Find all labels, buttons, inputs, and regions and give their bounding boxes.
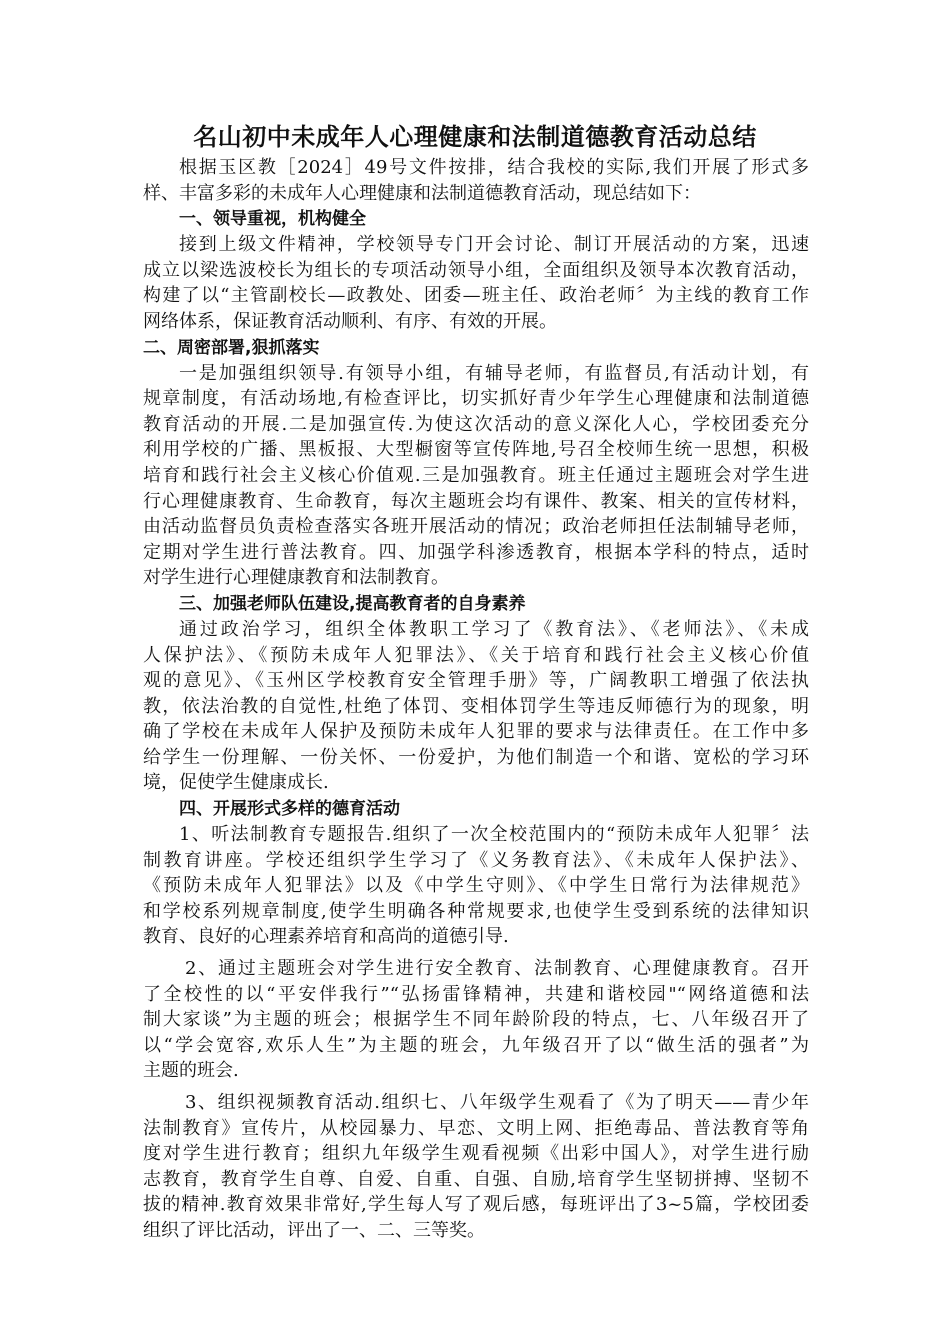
paragraph-line: 根据玉区教［2024］49号文件按排，结合我校的实际,我们开展了形式多: [179, 157, 809, 178]
paragraph-line: 定期对学生进行普法教育。四、加强学科渗透教育，根据本学科的特点，适时: [143, 541, 809, 563]
activity-item-2: [143, 956, 809, 1084]
section-heading-2: 二、周密部署,狠抓落实: [143, 337, 320, 358]
section-2-paragraph: [143, 361, 809, 591]
paragraph-line: 行心理健康教育、生命教育，每次主题班会均有课件、教案、相关的宣传材料，: [143, 490, 809, 512]
document-body: [143, 155, 809, 1244]
paragraph-line: 和学校系列规章制度,使学生明确各种常规要求,也使学生受到系统的法律知识: [143, 900, 809, 922]
paragraph-line: 组织了评比活动，评出了一、二、三等奖。: [143, 1219, 485, 1241]
paragraph-line: 一是加强组织领导.有领导小组，有辅导老师，有监督员,有活动计划，有: [179, 362, 809, 384]
paragraph-line: 观的意见》、《玉州区学校教育安全管理手册》等，广阔教职工增强了依法执: [143, 670, 809, 692]
paragraph-line: 教育、良好的心理素养培育和高尚的道德引导.: [143, 926, 509, 948]
paragraph-line: 法制教育》宣传片，从校园暴力、早恋、文明上网、拒绝毒品、普法教育等角: [143, 1117, 809, 1139]
paragraph-line: 成立以梁选波校长为组长的专项活动领导小组，全面组织及领导本次教育活动，: [143, 259, 809, 281]
paragraph-line: 制大家谈”为主题的班会；根据学生不同年龄阶段的特点，七、八年级召开了: [143, 1009, 809, 1031]
paragraph-line: 制教育讲座。学校还组织学生学习了《义务教育法》、《未成年人保护法》、: [143, 849, 809, 871]
paragraph-line: 网络体系，保证教育活动顺利、有序、有效的开展。: [143, 310, 557, 332]
paragraph-line: 度对学生进行教育；组织九年级学生观看视频《出彩中国人》，对学生进行励: [143, 1143, 809, 1165]
section-3-paragraph: [143, 617, 809, 796]
section-heading-3: 三、加强老师队伍建设,提高教育者的自身素养: [179, 593, 526, 614]
paragraph-line: 培育和践行社会主义核心价值观.三是加强教育。班主任通过主题班会对学生进: [143, 464, 809, 486]
paragraph-line: 了全校性的以“平安伴我行”“弘扬雷锋精神，共建和谐校园"“网络道德和法: [143, 983, 809, 1005]
activity-item-3: [143, 1090, 809, 1244]
paragraph-line: 样、丰富多彩的未成年人心理健康和法制道德教育活动，现总结如下：: [143, 182, 701, 204]
section-1-paragraph: [143, 232, 809, 334]
paragraph-line: 对学生进行心理健康教育和法制教育。: [143, 567, 449, 589]
paragraph-line: 通过政治学习，组织全体教职工学习了《教育法》、《老师法》、《未成: [179, 618, 809, 640]
section-heading-4: 四、开展形式多样的德育活动: [179, 799, 400, 820]
activity-item-1: [143, 822, 809, 950]
paragraph-line: 教，依法治教的自觉性,杜绝了体罚、变相体罚学生等违反师德行为的现象，明: [143, 695, 809, 717]
paragraph-line: 确了学校在未成年人保护及预防未成年人犯罪的要求与法律责任。在工作中多: [143, 721, 809, 743]
paragraph-line: 3、组织视频教育活动.组织七、八年级学生观看了《为了明天——青少年: [185, 1092, 809, 1113]
paragraph-line: 2、通过主题班会对学生进行安全教育、法制教育、心理健康教育。召开: [185, 958, 809, 980]
intro-paragraph: [143, 155, 809, 206]
paragraph-line: 《预防未成年人犯罪法》以及《中学生守则》、《中学生日常行为法律规范》: [143, 875, 809, 897]
paragraph-line: 规章制度，有活动场地,有检查评比，切实抓好青少年学生心理健康和法制道德: [143, 388, 809, 410]
paragraph-line: 境，促使学生健康成长.: [143, 772, 329, 794]
paragraph-line: 接到上级文件精神，学校领导专门开会讨论、制订开展活动的方案，迅速: [179, 234, 809, 256]
paragraph-line: 由活动监督员负责检查落实各班开展活动的情况；政治老师担任法制辅导老师，: [143, 516, 809, 538]
document-title: 名山初中未成年人心理健康和法制道德教育活动总结: [193, 123, 757, 151]
paragraph-line: 构建了以“主管副校长—政教处、团委—班主任、政治老师〞为主线的教育工作: [143, 285, 809, 307]
paragraph-line: 拔的精神.教育效果非常好,学生每人写了观后感，每班评出了3~5篇，学校团委: [143, 1194, 809, 1216]
paragraph-line: 主题的班会.: [143, 1060, 239, 1082]
paragraph-line: 以“学会宽容,欢乐人生”为主题的班会，九年级召开了以“做生活的强者”为: [143, 1034, 809, 1056]
paragraph-line: 利用学校的广播、黑板报、大型橱窗等宣传阵地,号召全校师生统一思想，积极: [143, 439, 809, 461]
paragraph-line: 人保护法》、《预防未成年人犯罪法》、《关于培育和践行社会主义核心价值: [143, 644, 809, 666]
paragraph-line: 志教育，教育学生自尊、自爱、自重、自强、自励,培育学生坚韧拼搏、坚韧不: [143, 1168, 809, 1190]
paragraph-line: 1、听法制教育专题报告.组织了一次全校范围内的“预防未成年人犯罪〞法: [179, 824, 809, 846]
paragraph-line: 教育活动的开展.二是加强宣传.为使这次活动的意义深化人心，学校团委充分: [143, 413, 809, 435]
paragraph-line: 给学生一份理解、一份关怀、一份爱护，为他们制造一个和谐、宽松的学习环: [143, 746, 809, 768]
section-heading-1: 一、领导重视，机构健全: [179, 209, 366, 230]
